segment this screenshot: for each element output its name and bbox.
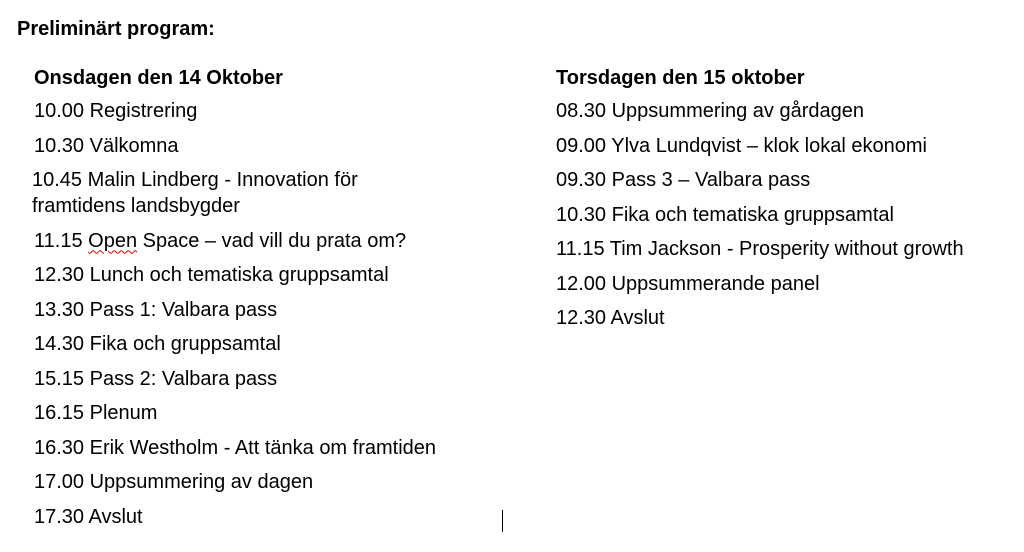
schedule-item: 10.30 Fika och tematiska gruppsamtal bbox=[556, 203, 894, 226]
day2-schedule-list bbox=[556, 98, 1016, 331]
schedule-item: 09.30 Pass 3 – Valbara pass bbox=[556, 169, 811, 191]
day1-column bbox=[34, 64, 504, 538]
schedule-item: 12.30 Lunch och tematiska gruppsamtal bbox=[34, 264, 389, 286]
schedule-item-text: Space – vad vill du prata om? bbox=[137, 229, 407, 252]
schedule-item-time: 11.15 bbox=[34, 229, 83, 252]
schedule-item: 11.15 Tim Jackson - Prosperity without growth bbox=[556, 238, 964, 260]
schedule-item: 15.15 Pass 2: Valbara pass bbox=[34, 367, 278, 390]
schedule-item: 09.00 Ylva Lundqvist – klok lokal ekonomi bbox=[556, 134, 927, 157]
schedule-item: 10.45 Malin Lindberg - Innovation för framtidens landsbygder bbox=[32, 169, 358, 217]
schedule-item: 14.30 Fika och gruppsamtal bbox=[34, 333, 281, 355]
schedule-item: 08.30 Uppsummering av gårdagen bbox=[556, 100, 864, 122]
schedule-item: 16.30 Erik Westholm - Att tänka om framtiden bbox=[34, 436, 437, 459]
spellcheck-word: Open bbox=[88, 229, 138, 252]
day2-title: Torsdagen den 15 oktober bbox=[556, 67, 805, 89]
day2-column bbox=[556, 64, 1016, 340]
schedule-item: 10.30 Välkomna bbox=[34, 134, 179, 157]
schedule-item bbox=[34, 228, 504, 254]
schedule-item: 13.30 Pass 1: Valbara pass bbox=[34, 298, 278, 321]
program-heading: Preliminärt program: bbox=[17, 18, 215, 40]
schedule-item: 17.00 Uppsummering av dagen bbox=[34, 471, 314, 493]
schedule-item: 16.15 Plenum bbox=[34, 402, 158, 424]
text-cursor bbox=[502, 510, 503, 532]
schedule-item: 10.00 Registrering bbox=[34, 100, 198, 122]
schedule-item: 12.30 Avslut bbox=[556, 307, 665, 329]
day1-title: Onsdagen den 14 Oktober bbox=[34, 67, 283, 89]
schedule-item: 12.00 Uppsummerande panel bbox=[556, 272, 820, 295]
day1-schedule-list bbox=[34, 98, 504, 530]
schedule-item: 17.30 Avslut bbox=[34, 505, 143, 528]
